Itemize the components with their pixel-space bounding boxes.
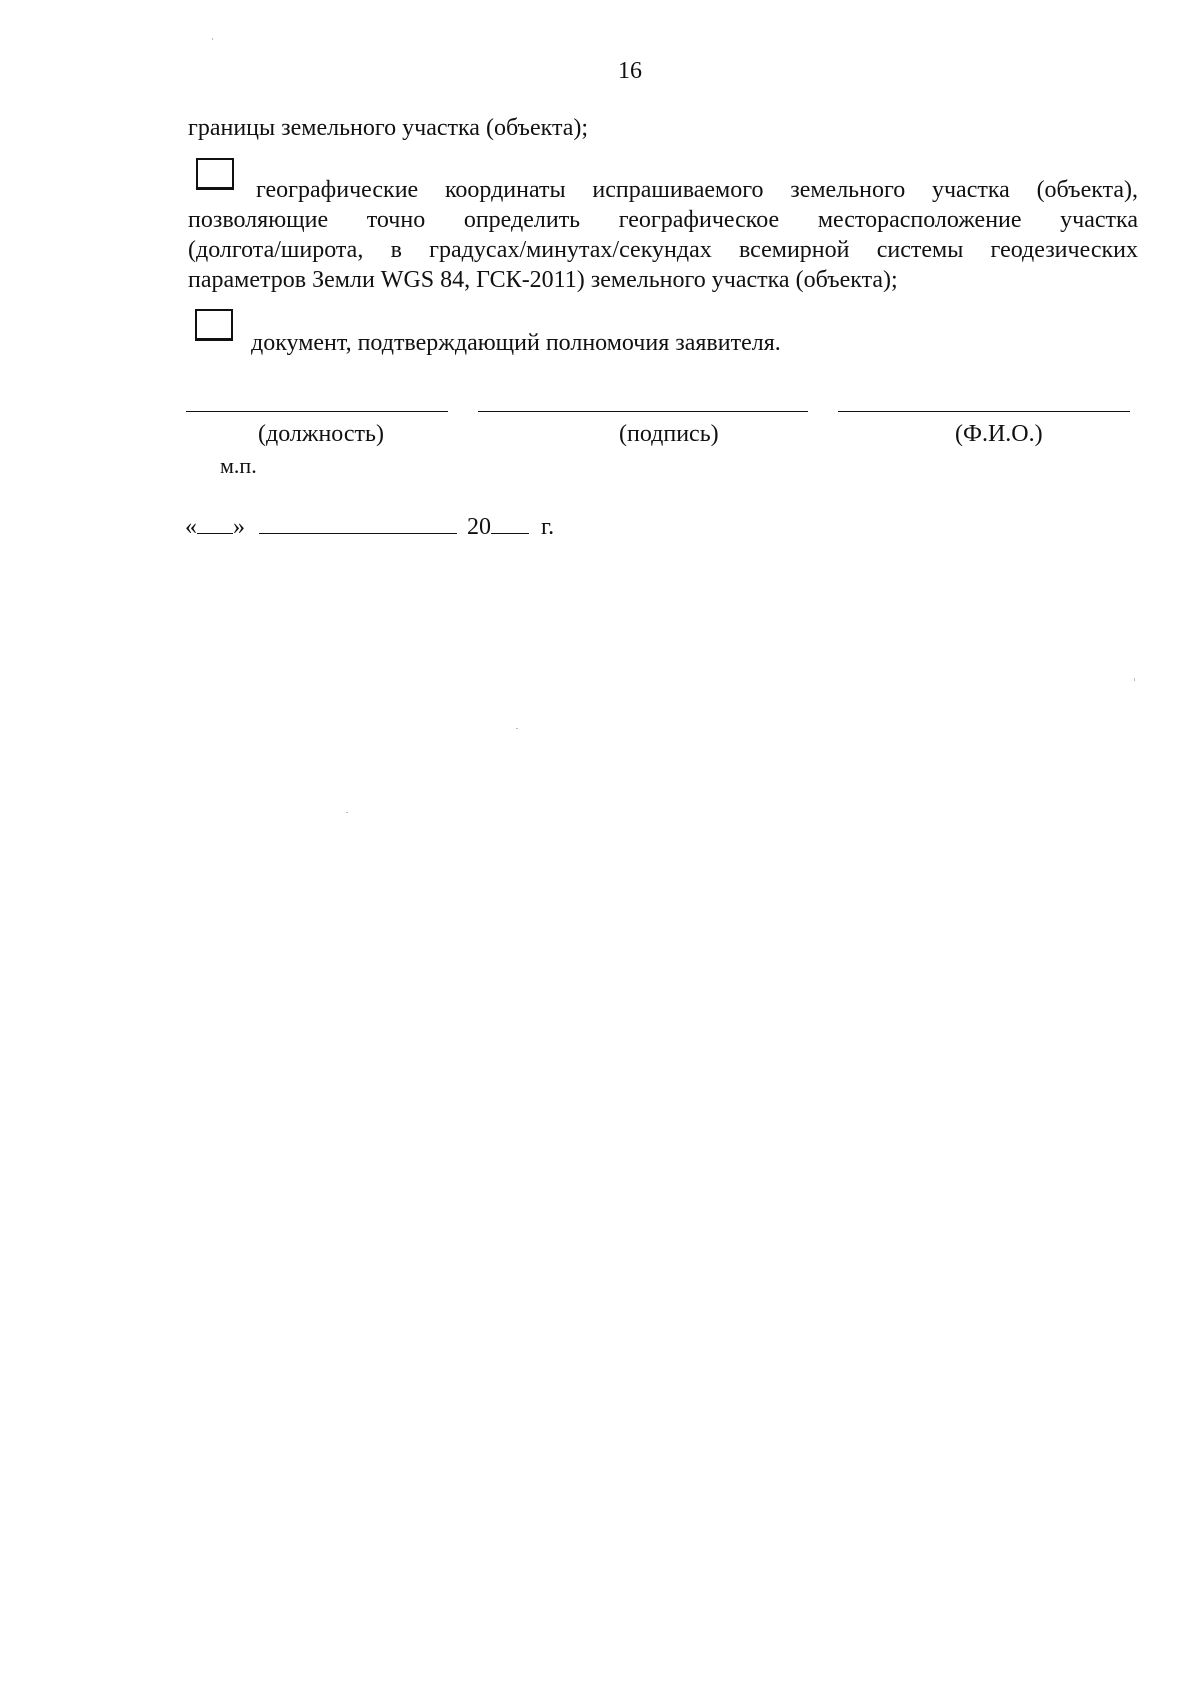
position-label: (должность) [258, 421, 384, 447]
coordinates-line-4: параметров Земли WGS 84, ГСК-2011) земельного участка (объекта); [188, 267, 898, 293]
day-blank[interactable] [197, 511, 233, 534]
month-blank[interactable] [259, 511, 457, 534]
coordinates-line-3: (долгота/широта, в градусах/минутах/секундах всемирной системы геодезических [188, 237, 1138, 263]
coordinates-item-text [188, 175, 1138, 295]
position-signature-line [186, 411, 448, 412]
signature-label: (подпись) [619, 421, 719, 447]
scan-speck [346, 812, 348, 813]
name-signature-line [838, 411, 1130, 412]
stamp-label: м.п. [220, 453, 257, 478]
year-prefix: 20 [467, 514, 491, 540]
scan-speck [1134, 678, 1135, 681]
page-number: 16 [618, 58, 642, 84]
date-close-quote: » [233, 514, 245, 540]
year-blank[interactable] [491, 511, 529, 534]
signature-line [478, 411, 808, 412]
coordinates-line-2: позволяющие точно определить географическое месторасположение участка [188, 207, 1138, 233]
date-open-quote: « [185, 514, 197, 540]
scan-speck [516, 728, 518, 729]
authority-document-item-text: документ, подтверждающий полномочия заявителя. [251, 330, 781, 356]
date-row [185, 511, 554, 542]
name-label: (Ф.И.О.) [955, 421, 1043, 447]
authority-document-checkbox[interactable] [195, 309, 233, 341]
coordinates-line-1: географические координаты испрашиваемого земельного участка (объекта), [256, 177, 1138, 203]
boundaries-item-text: границы земельного участка (объекта); [188, 115, 589, 141]
year-suffix: г. [541, 514, 555, 540]
scan-speck [212, 38, 213, 40]
